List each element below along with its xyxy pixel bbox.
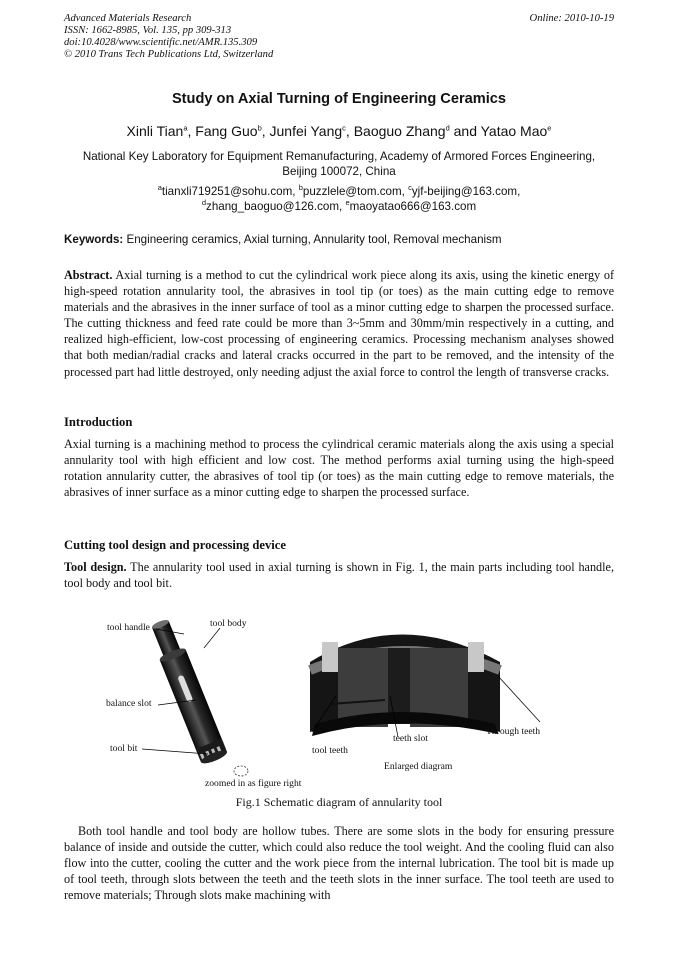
body-paragraph: Both tool handle and tool body are hollow tubes. There are some slots in the body for ensuring pressure balance of inside and outside the cutter, which could also reduce the tool weight. And the cooling fluid can also flow into the cutter, cooling the cutter and the work piece from the internal lubrication. The tool bit is made up of tool teeth, through slots between the teeth and the teeth slots in the inner surface. The tool teeth are used to remove materials; Through slots make machining with bbox=[64, 824, 614, 903]
section-heading-tool-design: Cutting tool design and processing device bbox=[64, 538, 286, 552]
email-mark: a bbox=[157, 183, 162, 193]
email-mark: e bbox=[345, 197, 350, 207]
email-line-2: $^d$zhang_baoguo@126.com, $^e$maoyatao666@163.com bbox=[201, 197, 477, 213]
affiliation-line-1: National Key Laboratory for Equipment Remanufacturing, Academy of Armored Forces Engineering, bbox=[82, 150, 596, 163]
author-affil-mark: a bbox=[183, 123, 188, 133]
email-address: yjf-beijing@163.com bbox=[411, 185, 518, 198]
issn: ISSN: 1662-8985, Vol. 135, pp 309-313 bbox=[64, 25, 232, 36]
author-name: Junfei Yang bbox=[269, 123, 343, 139]
author-affil-mark: d bbox=[445, 123, 450, 133]
email-mark: b bbox=[298, 183, 303, 193]
label-teeth-slot: teeth slot bbox=[393, 733, 428, 744]
author-name: Baoguo Zhang bbox=[353, 123, 446, 139]
author-affil-mark: e bbox=[547, 123, 552, 133]
figure-caption: Fig.1 Schematic diagram of annularity tool bbox=[235, 795, 443, 809]
keywords bbox=[64, 233, 616, 246]
figure-1 bbox=[100, 612, 570, 792]
email-address: zhang_baoguo@126.com bbox=[206, 199, 339, 213]
author-list: Xinli Tian$^a$, Fang Guo$^b$, Junfei Yang$^c$, Baoguo Zhang$^d$ and Yatao Mao$^e$ bbox=[126, 123, 552, 139]
annularity-tool-figure bbox=[100, 612, 570, 792]
author-affil-mark: b bbox=[257, 123, 262, 133]
abstract-text: Axial turning is a method to cut the cylindrical work piece along its axis, using the kinetic energy of high-speed rotation annularity tool, the abrasives in tool tip (or toes) as the main cutting edge to remove materials and the abrasives in the inner surface of tool as a minor cutting edge to sharpen the processed surface. The cutting thickness and feed rate could be more than 3~5mm and 30mm/min respectively in a cutting, and realized high-efficient, low-cost processing of engineering ceramics. Processing mechanism analyses showed that both median/radial cracks and lateral cracks occurred in the part to be removed, and the intensity of the processed part had little destroyed, only needing adjust the axial force to control the length of transverse cracks. bbox=[64, 268, 614, 379]
label-tool-handle: tool handle bbox=[107, 622, 150, 633]
label-tool-bit: tool bit bbox=[110, 743, 138, 754]
abstract bbox=[64, 267, 614, 380]
affiliation-line-2: Beijing 100072, China bbox=[282, 164, 396, 178]
tool-drawing bbox=[142, 616, 248, 776]
label-zoomed: zoomed in as figure right bbox=[205, 778, 302, 789]
copyright: © 2010 Trans Tech Publications Ltd, Switzerland bbox=[64, 49, 274, 60]
email-list bbox=[60, 185, 618, 214]
tool-design-label: Tool design. bbox=[64, 560, 127, 574]
email-address: puzzlele@tom.com bbox=[302, 185, 402, 198]
label-balance-slot: balance slot bbox=[106, 698, 152, 709]
author-name: Xinli Tian bbox=[126, 123, 184, 139]
keywords-label: Keywords: bbox=[64, 233, 124, 246]
author-affil-mark: c bbox=[342, 123, 346, 133]
tool-design-paragraph bbox=[64, 559, 614, 591]
abstract-label: Abstract. bbox=[64, 268, 113, 282]
introduction-text: Axial turning is a machining method to process the cylindrical ceramic materials along the axis using a special annularity tool with high efficient and low cost. The method performs axial turning using the high-speed rotation annularity cutter, the abrasives of tool tip (or toes) as the main cutting edge to remove materials, the abrasives of inner surface as a minor cutting edge to sharpen the processed surface. bbox=[64, 437, 614, 500]
paper-title: Study on Axial Turning of Engineering Ceramics bbox=[171, 91, 507, 107]
author-name: Fang Guo bbox=[195, 123, 258, 139]
email-mark: d bbox=[201, 197, 207, 207]
tool-design-text: The annularity tool used in axial turning is shown in Fig. 1, the main parts including tool handle, tool body and tool bit. bbox=[64, 560, 614, 591]
introduction-heading: Introduction bbox=[64, 415, 133, 429]
label-tool-body: tool body bbox=[210, 618, 247, 629]
journal-header bbox=[64, 13, 273, 61]
author-name: Yatao Mao bbox=[480, 123, 548, 139]
email-mark: c bbox=[408, 183, 412, 193]
email-line-1: $^a$tianxli719251@sohu.com, $^b$puzzlele@tom.com, $^c$yjf-beijing@163.com, bbox=[157, 183, 521, 198]
enlarged-diagram-drawing bbox=[310, 635, 540, 738]
journal-name: Advanced Materials Research bbox=[64, 13, 192, 24]
email-address: maoyatao666@163.com bbox=[349, 199, 477, 213]
email-address: tianxli719251@sohu.com bbox=[161, 185, 293, 198]
affiliation bbox=[60, 150, 618, 179]
label-tool-teeth: tool teeth bbox=[312, 745, 348, 756]
doi: doi:10.4028/www.scientific.net/AMR.135.309 bbox=[64, 37, 258, 48]
label-enlarged-diagram: Enlarged diagram bbox=[384, 761, 453, 772]
label-through-teeth: Through teeth bbox=[486, 726, 541, 737]
keywords-text: Engineering ceramics, Axial turning, Annularity tool, Removal mechanism bbox=[123, 233, 502, 246]
online-date: Online: 2010-10-19 bbox=[529, 13, 614, 24]
